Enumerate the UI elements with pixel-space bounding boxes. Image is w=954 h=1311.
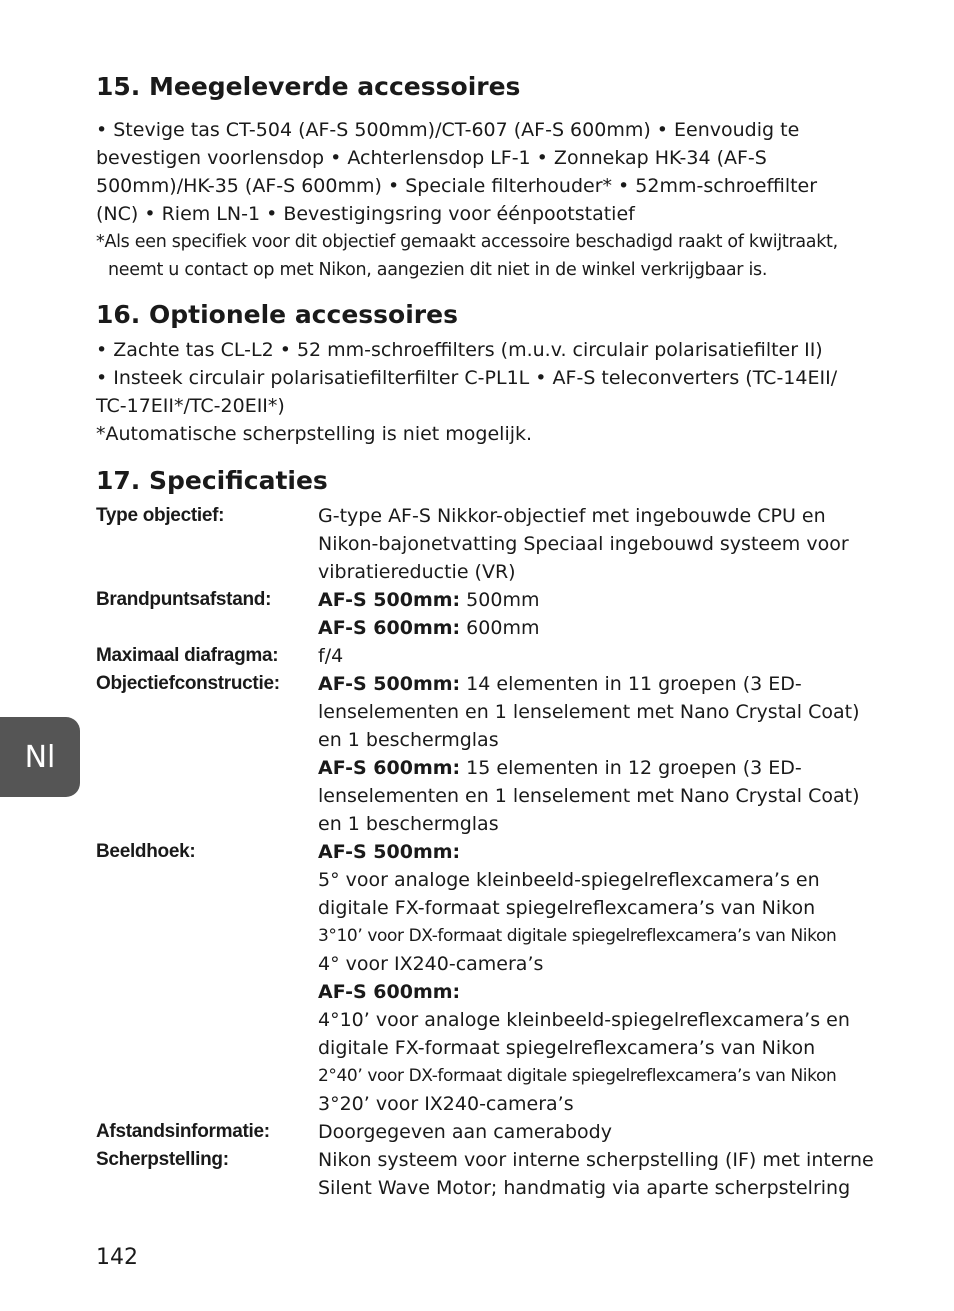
spec-value [318, 838, 886, 1118]
spec-value-line [318, 614, 886, 642]
spec-value-line [318, 726, 886, 754]
spec-value-line [318, 1062, 886, 1090]
spec-value-text: 4° voor IX240-camera’s [318, 953, 544, 975]
spec-value-line [318, 586, 886, 614]
spec-value-text: lenselementen en 1 lenselement met Nano Crystal Coat) [318, 701, 860, 723]
spec-label: Maximaal diafragma: [96, 645, 279, 666]
spec-value-line [318, 978, 886, 1006]
spec-value-text: digitale FX-formaat spiegelreflexcamera’s van Nikon [318, 1037, 816, 1059]
spec-row [96, 838, 886, 1118]
spec-value-text: 14 elementen in 11 groepen (3 ED- [460, 673, 802, 695]
spec-value-text: 2°40’ voor DX-formaat digitale spiegelreflexcamera’s van Nikon [318, 1066, 837, 1086]
spec-label: Type objectief: [96, 505, 225, 526]
section-15-line: 500mm)/HK-35 (AF-S 600mm) • Speciale filterhouder* • 52mm-schroeffilter [96, 175, 818, 197]
section-15-title: 15. Meegeleverde accessoires [96, 72, 521, 101]
spec-value-text: 3°10’ voor DX-formaat digitale spiegelreflexcamera’s van Nikon [318, 926, 837, 946]
spec-value-line [318, 922, 886, 950]
spec-value-line [318, 810, 886, 838]
spec-label: Objectiefconstructie: [96, 673, 280, 694]
spec-value [318, 642, 886, 670]
spec-model-label: AF-S 600mm: [318, 617, 461, 639]
spec-value-line [318, 502, 886, 530]
page-number: 142 [96, 1245, 138, 1270]
section-15-body [96, 116, 886, 284]
spec-label: Brandpuntsafstand: [96, 589, 272, 610]
spec-value-text: en 1 beschermglas [318, 729, 499, 751]
spec-value-text: Doorgegeven aan camerabody [318, 1121, 612, 1143]
spec-value-text: Silent Wave Motor; handmatig via aparte scherpstelring [318, 1177, 851, 1199]
spec-value-line [318, 1174, 886, 1202]
spec-row [96, 642, 886, 670]
section-15-note: neemt u contact op met Nikon, aangezien dit niet in de winkel verkrijgbaar is. [108, 260, 768, 280]
section-15-line: bevestigen voorlensdop • Achterlensdop LF-1 • Zonnekap HK-34 (AF-S [96, 147, 767, 169]
spec-value-text: 15 elementen in 12 groepen (3 ED- [460, 757, 802, 779]
spec-value-text: Nikon-bajonetvatting Speciaal ingebouwd systeem voor [318, 533, 849, 555]
spec-value-text: 500mm [460, 589, 540, 611]
spec-value-line [318, 950, 886, 978]
spec-value-line [318, 642, 886, 670]
spec-value-line [318, 1146, 886, 1174]
section-15-note: *Als een specifiek voor dit objectief gemaakt accessoire beschadigd raakt of kwijtraakt, [96, 232, 838, 252]
spec-value-line [318, 894, 886, 922]
spec-value [318, 586, 886, 642]
spec-row [96, 670, 886, 838]
spec-value-text: Nikon systeem voor interne scherpstelling (IF) met interne [318, 1149, 874, 1171]
spec-value-line [318, 1034, 886, 1062]
spec-row [96, 586, 886, 642]
spec-value-line [318, 838, 886, 866]
section-16-line: TC-17EII*/TC-20EII*) [96, 395, 285, 417]
spec-value-line [318, 530, 886, 558]
spec-value-text: 600mm [460, 617, 540, 639]
spec-value-line [318, 1118, 886, 1146]
spec-row [96, 1146, 886, 1202]
section-16-note: *Automatische scherpstelling is niet mogelijk. [96, 423, 533, 445]
spec-value-line [318, 1006, 886, 1034]
spec-value-line [318, 866, 886, 894]
spec-value [318, 670, 886, 838]
spec-model-label: AF-S 600mm: [318, 981, 461, 1003]
spec-value-text: 3°20’ voor IX240-camera’s [318, 1093, 574, 1115]
spec-label: Afstandsinformatie: [96, 1121, 270, 1142]
spec-value [318, 1146, 886, 1202]
spec-value-line [318, 698, 886, 726]
page-content [96, 70, 886, 1202]
spec-model-label: AF-S 500mm: [318, 673, 461, 695]
spec-value-line [318, 1090, 886, 1118]
spec-table [96, 502, 886, 1202]
spec-value-text: lenselementen en 1 lenselement met Nano Crystal Coat) [318, 785, 860, 807]
spec-value-text: 4°10’ voor analoge kleinbeeld-spiegelreflexcamera’s en [318, 1009, 850, 1031]
spec-value-text: en 1 beschermglas [318, 813, 499, 835]
spec-value-text: G-type AF-S Nikkor-objectief met ingebouwde CPU en [318, 505, 826, 527]
section-16-title: 16. Optionele accessoires [96, 300, 458, 329]
spec-value-line [318, 558, 886, 586]
spec-value [318, 502, 886, 586]
section-15-line: • Stevige tas CT-504 (AF-S 500mm)/CT-607 (AF-S 600mm) • Eenvoudig te [96, 119, 800, 141]
spec-value-line [318, 782, 886, 810]
spec-row [96, 502, 886, 586]
spec-value [318, 1118, 886, 1146]
spec-value-text: f/4 [318, 645, 344, 667]
section-16-body [96, 336, 886, 448]
spec-model-label: AF-S 500mm: [318, 841, 461, 863]
section-17-title: 17. Specificaties [96, 466, 328, 495]
spec-label: Scherpstelling: [96, 1149, 229, 1170]
spec-value-text: vibratiereductie (VR) [318, 561, 516, 583]
language-tab: Nl [0, 717, 80, 797]
spec-model-label: AF-S 500mm: [318, 589, 461, 611]
spec-value-text: digitale FX-formaat spiegelreflexcamera’s van Nikon [318, 897, 816, 919]
section-15-line: (NC) • Riem LN-1 • Bevestigingsring voor éénpootstatief [96, 203, 635, 225]
spec-value-line [318, 754, 886, 782]
spec-label: Beeldhoek: [96, 841, 196, 862]
section-16-line: • Insteek circulair polarisatiefilterfilter C-PL1L • AF-S teleconverters (TC-14EII/ [96, 367, 838, 389]
spec-row [96, 1118, 886, 1146]
spec-model-label: AF-S 600mm: [318, 757, 461, 779]
spec-value-text: 5° voor analoge kleinbeeld-spiegelreflexcamera’s en [318, 869, 820, 891]
section-16-line: • Zachte tas CL-L2 • 52 mm-schroeffilters (m.u.v. circulair polarisatiefilter II) [96, 339, 823, 361]
spec-value-line [318, 670, 886, 698]
